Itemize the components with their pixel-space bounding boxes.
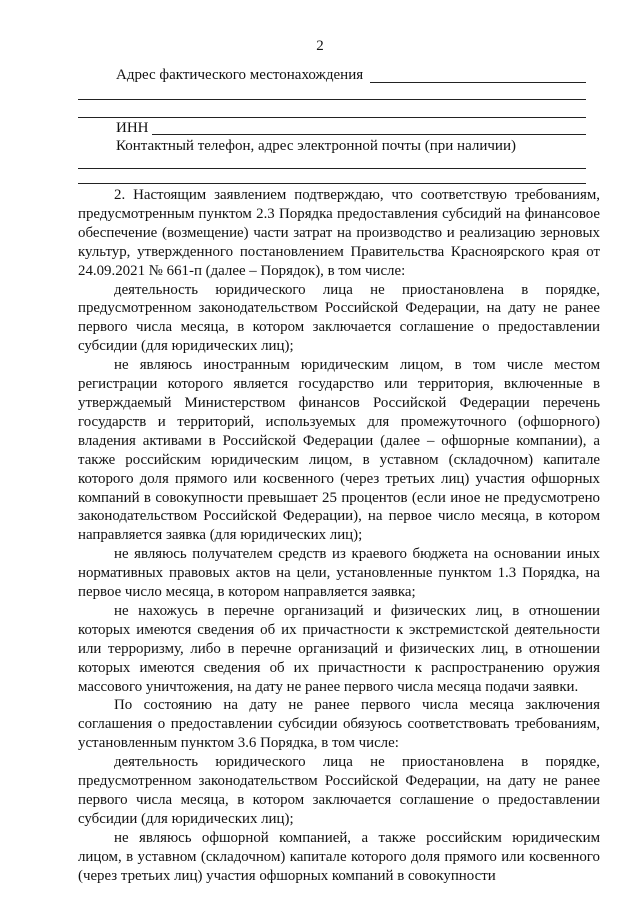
paragraph-not-foreign-offshore: не являюсь иностранным юридическим лицом, в том числе местом регистрации которого является государство или территория, включенные в утверждаемый Министерством финансов Российской Федерации перечень государств и территорий, используемых для промежуточного (офшорного) владения активами в Российской Федерации (далее – офшорные компании), а также российским юридическим лицом, в уставном (складочном) капитале которого доля прямого или косвенного (через третьих лиц) участия офшорных компаний в совокупности превышает 25 процентов (если иное не предусмотрено законодательством Российской Федерации), на первое число месяца, в котором направляется заявка (для юридических лиц); [78, 357, 600, 544]
address-label: Адрес фактического местонахождения [116, 67, 364, 83]
address-fill-line-3 [78, 117, 586, 118]
page-number: 2 [316, 38, 324, 54]
paragraph-commitment-intro: По состоянию на дату не ранее первого числа месяца заключения соглашения о предоставлении субсидии обязуюсь соответствовать требованиям, установленным пунктом 3.6 Порядка, в том числе: [78, 697, 600, 752]
paragraph-requirements-intro: 2. Настоящим заявлением подтверждаю, что соответствую требованиям, предусмотренным пунктом 2.3 Порядка предоставления субсидий на финансовое обеспечение (возмещение) части затрат на производство и реализацию зерновых культур, утвержденного постановлением Правительства Красноярского края от 24.09.2021 № 661-п (далее – Порядок), в том числе: [78, 187, 600, 279]
paragraph-not-in-extremist-list: не нахожусь в перечне организаций и физических лиц, в отношении которых имеются сведения об их причастности к экстремистской деятельности или терроризму, либо в перечне организаций и физических лиц, в отношении которых имеются сведения об их причастности к распространению оружия массового уничтожения, на дату не ранее первого числа месяца подачи заявки. [78, 602, 600, 695]
contact-fill-line [78, 168, 586, 169]
paragraph-not-suspended-2: деятельность юридического лица не приостановлена в порядке, предусмотренном законодательством Российской Федерации, на дату не ранее первого числа месяца, в котором заключается соглашение о предоставлении субсидии (для юридических лиц); [78, 754, 600, 827]
contact-fill-line-2 [78, 183, 586, 184]
inn-fill-line [152, 134, 586, 135]
address-fill-line [370, 82, 586, 83]
paragraph-not-suspended: деятельность юридического лица не приостановлена в порядке, предусмотренном законодательством Российской Федерации, на дату не ранее первого числа месяца, в котором заключается соглашение о предоставлении субсидии (для юридических лиц); [78, 281, 600, 355]
inn-label: ИНН [116, 120, 149, 136]
paragraph-not-other-funds: не являюсь получателем средств из краевого бюджета на основании иных нормативных правовых актов на цели, установленные пунктом 1.3 Порядка, на первое число месяца, в котором направляется заявка; [78, 546, 600, 601]
paragraph-not-offshore-2: не являюсь офшорной компанией, а также российским юридическим лицом, в уставном (складочном) капитале которого доля прямого или косвенного (через третьих лиц) участия офшорных компаний в совокупности [78, 829, 600, 884]
address-fill-line-2 [78, 99, 586, 100]
contact-label: Контактный телефон, адрес электронной почты (при наличии) [116, 138, 516, 154]
declaration-body [78, 186, 600, 886]
